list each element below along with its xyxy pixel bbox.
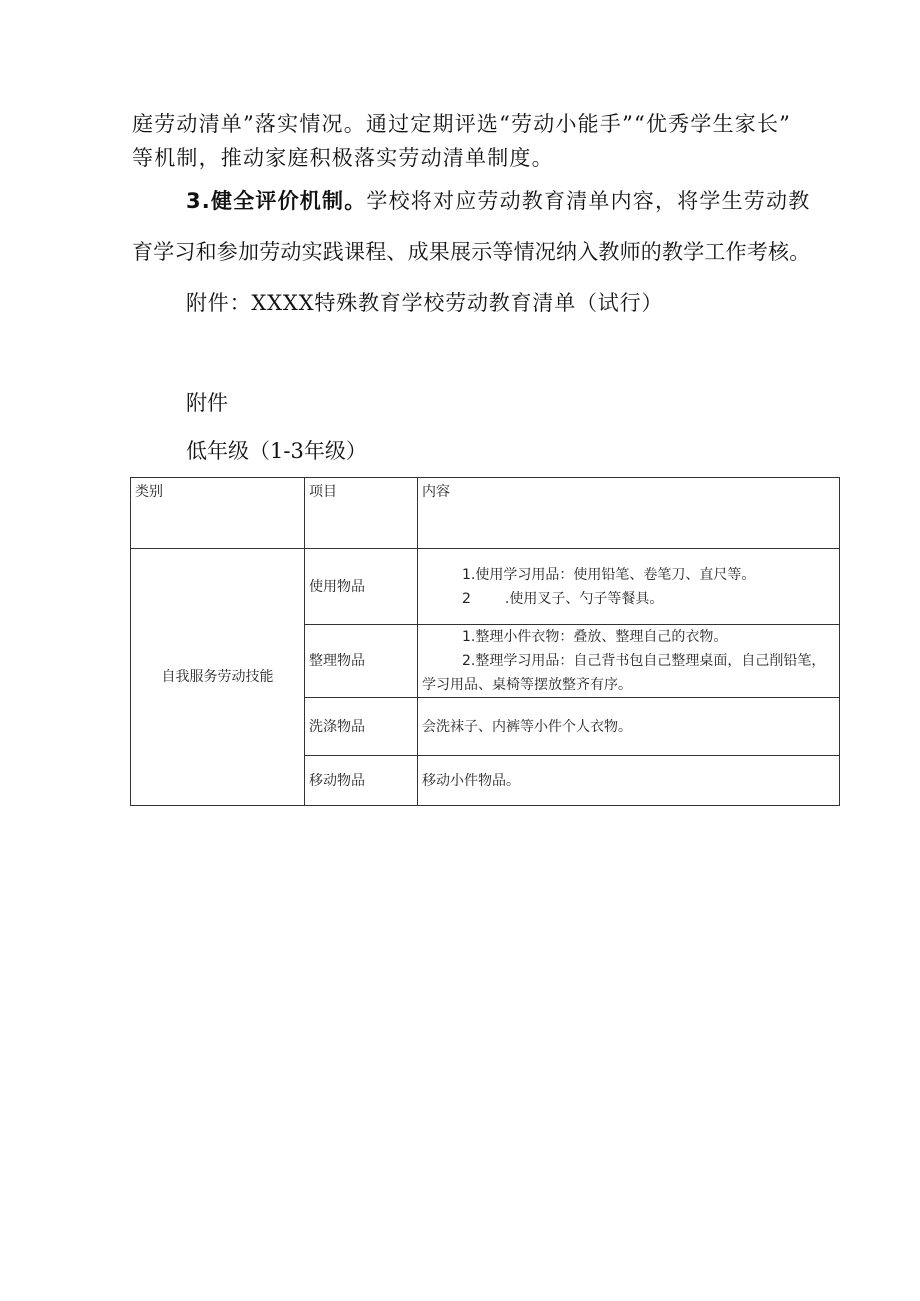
header-item: 项目 [305, 478, 418, 549]
item-cell: 整理物品 [305, 625, 418, 698]
item-cell: 移动物品 [305, 756, 418, 806]
content-line [422, 587, 835, 611]
content-cell: 会洗袜子、内裤等小件个人衣物。 [418, 698, 840, 756]
header-category: 类别 [131, 478, 305, 549]
appendix-label: 附件 [186, 391, 228, 415]
paragraph-line-2: 等机制，推动家庭积极落实劳动清单制度。 [132, 146, 554, 170]
item-3-text: 学校将对应劳动教育清单内容，将学生劳动教 [366, 189, 811, 213]
content-line: 1.使用学习用品：使用铅笔、卷笔刀、直尺等。 [462, 566, 756, 583]
paragraph-line-4: 育学习和参加劳动实践课程、成果展示等情况纳入教师的教学工作考核。 [132, 240, 811, 264]
paragraph-item-3 [186, 183, 810, 219]
grade-title: 低年级（1-3年级） [186, 439, 367, 463]
content-line: 2.整理学习用品：自己背书包自己整理桌面，自己削铅笔，学习用品、桌椅等摆放整齐有序。 [422, 653, 826, 693]
content-cell: 移动小件物品。 [418, 756, 840, 806]
paragraph-line-1: 庭劳动清单”落实情况。通过定期评选“劳动小能手”“优秀学生家长” [132, 112, 792, 136]
item-3-heading: 3.健全评价机制。 [186, 189, 367, 213]
labor-education-table [130, 477, 840, 806]
table-row [131, 549, 840, 625]
category-cell: 自我服务劳动技能 [131, 549, 305, 806]
content-number: 2 [462, 590, 471, 607]
content-text: .使用叉子、勺子等餐具。 [504, 590, 664, 607]
content-cell [418, 625, 840, 698]
content-cell [418, 549, 840, 625]
header-content: 内容 [418, 478, 840, 549]
content-line: 1.整理小件衣物：叠放、整理自己的衣物。 [462, 629, 728, 645]
attachment-reference: 附件：XXXX特殊教育学校劳动教育清单（试行） [186, 291, 664, 315]
table-header-row [131, 478, 840, 549]
item-cell: 洗涤物品 [305, 698, 418, 756]
item-cell: 使用物品 [305, 549, 418, 625]
